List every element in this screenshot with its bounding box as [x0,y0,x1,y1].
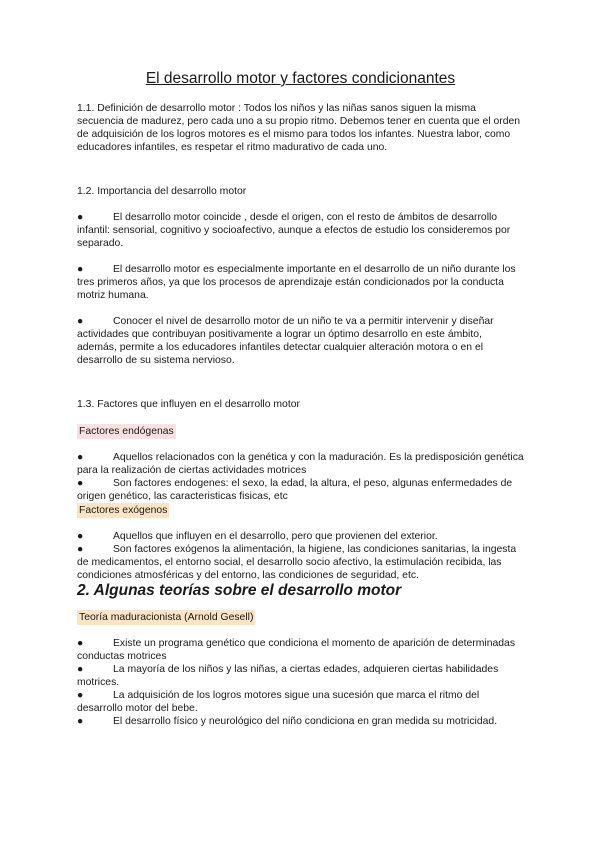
bullet-icon: ● [77,478,84,489]
bullet-icon: ● [77,664,84,675]
list-item: ● Existe un programa genético que condiciona el momento de aparición de determinadas conductas motrices [77,638,516,662]
bullet-icon: ● [77,690,84,701]
section-2-heading: 2. Algunas teorías sobre el desarrollo motor [77,582,402,599]
list-item: ● Conocer el nivel de desarrollo motor de un niño te va a permitir intervenir y diseñar actividades que contribuyan positivamente a lograr un óptimo desarrollo en este ámbito, además, permite a los educadores infantiles detectar cualquier alteración motora o en el desarrollo de su sistema nervioso. [77,316,494,366]
page-title: El desarrollo motor y factores condicionantes [145,70,456,87]
bullet-icon: ● [77,716,84,727]
bullet-icon: ● [77,531,84,542]
list-item: ● La mayoría de los niños y las niñas, a ciertas edades, adquieren ciertas habilidades motrices. [77,664,499,688]
list-item: ● Aquellos relacionados con la genética y con la maduración. Es la predisposición genética para la realización de ciertas actividades motrices [77,452,524,476]
intro-paragraph: 1.1. Definición de desarrollo motor : Todos los niños y las niñas sanos siguen la misma secuencia de madurez, pero cada uno a su propio ritmo. Debemos tener en cuenta que el orden de adquisición de los logros motores es el mismo para todos los infantes. Nuestra labor, como educadores infantiles, es respetar el ritmo madurativo de cada uno. [77,103,521,153]
bullet-icon: ● [77,452,84,463]
section-1-3-heading: 1.3. Factores que influyen en el desarrollo motor [77,399,300,410]
list-item: ● El desarrollo físico y neurológico del niño condiciona en gran medida su motricidad. [77,716,498,727]
bullet-icon: ● [77,316,84,327]
exogenous-label: Factores exógenos [79,505,168,516]
section-1-2-heading: 1.2. Importancia del desarrollo motor [77,186,247,197]
list-item: ● El desarrollo motor coincide , desde el origen, con el resto de ámbitos de desarrollo infantil: sensorial, cognitivo y socioafectivo, aunque a efectos de estudio los consideremos por separado. [77,212,511,249]
bullet-icon: ● [77,638,84,649]
list-item: ● El desarrollo motor es especialmente importante en el desarrollo de un niño durante los tres primeros años, ya que los procesos de aprendizaje están condicionados por la conducta motriz humana. [77,264,516,301]
bullet-icon: ● [77,264,84,275]
list-item: ● La adquisición de los logros motores sigue una sucesión que marca el ritmo del desarrollo motor del bebe. [77,690,480,714]
bullet-icon: ● [77,544,84,555]
list-item: ● Son factores exógenos la alimentación, la higiene, las condiciones sanitarias, la ingesta de medicamentos, el entorno social, el desarrollo socio afectivo, la estimulación recibida, las condiciones atmosféricas y del entorno, las condiciones de seguridad, etc. [77,544,517,581]
list-item: ● Son factores endogenes: el sexo, la edad, la altura, el peso, algunas enfermedades de origen genético, las caracteristicas fisicas, etc [77,478,513,502]
theory-label: Teoría maduracionista (Arnold Gesell) [79,612,254,623]
bullet-icon: ● [77,212,84,223]
list-item: ● Aquellos que influyen en el desarrollo, pero que provienen del exterior. [77,531,438,542]
endogenous-label: Factores endógenas [79,426,174,437]
